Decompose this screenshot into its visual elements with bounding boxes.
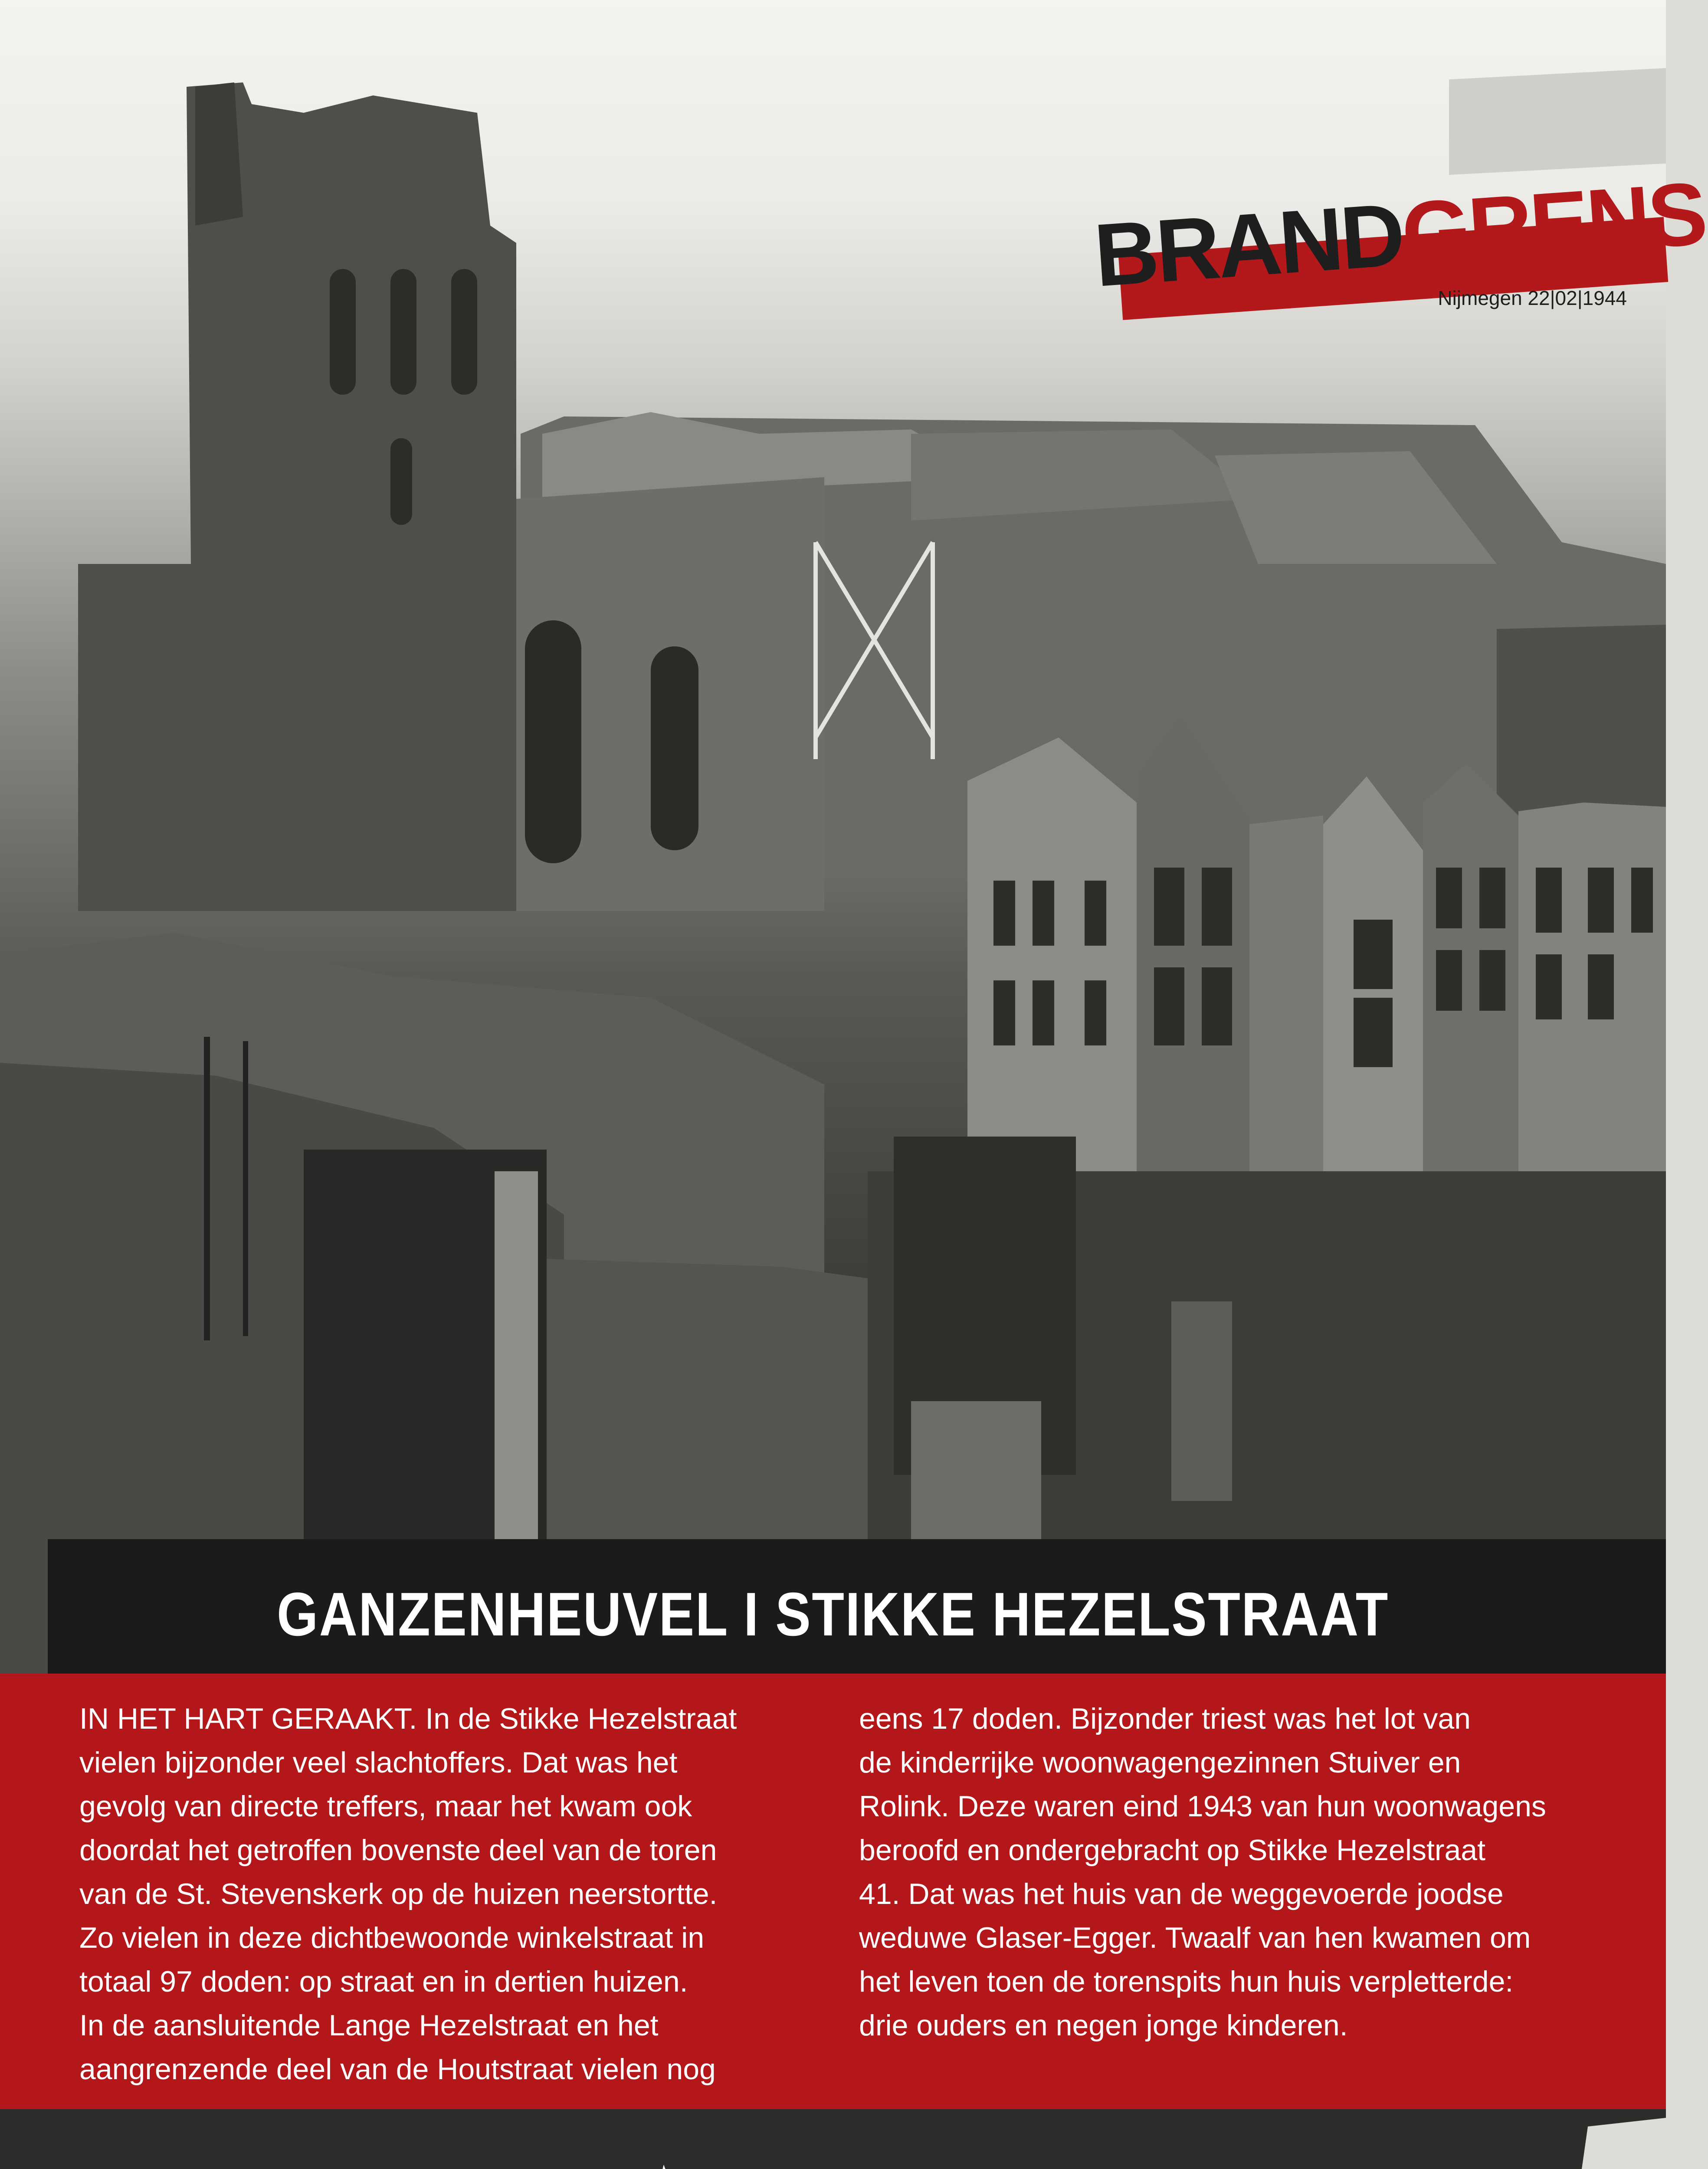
church-window xyxy=(651,646,698,850)
page-title: GANZENHEUVEL I STIKKE HEZELSTRAAT xyxy=(277,1580,1389,1649)
body-line: van de St. Stevenskerk op de huizen neerstortte. xyxy=(79,1877,718,1910)
tower-window xyxy=(390,269,416,395)
body-line: drie ouders en negen jonge kinderen. xyxy=(859,2009,1348,2042)
body-line: beroofd en ondergebracht op Stikke Hezelstraat xyxy=(859,1834,1486,1867)
body-line: totaal 97 doden: op straat en in dertien huizen. xyxy=(79,1965,688,1998)
body-line: In de aansluitende Lange Hezelstraat en het xyxy=(79,2009,659,2042)
body-line: aangrenzende deel van de Houtstraat vielen nog xyxy=(79,2053,716,2086)
body-line: 41. Dat was het huis van de weggevoerde joodse xyxy=(859,1877,1504,1910)
ruined-wall-edge xyxy=(495,1171,538,1540)
brandgrens-logo xyxy=(1085,74,1708,343)
ruined-wall xyxy=(1171,1301,1232,1501)
logo-date: Nijmegen 22|02|1944 xyxy=(1438,287,1627,309)
body-line: IN HET HART GERAAKT. In de Stikke Hezelstraat xyxy=(79,1702,737,1735)
tower-window xyxy=(390,438,412,525)
body-line: doordat het getroffen bovenste deel van de toren xyxy=(79,1834,717,1867)
body-line: vielen bijzonder veel slachtoffers. Dat was het xyxy=(79,1746,678,1779)
church-tower xyxy=(78,82,516,911)
tower-window xyxy=(330,269,356,395)
torn-edge-right xyxy=(1544,2118,1666,2169)
roof-tiles xyxy=(1497,625,1666,824)
body-line: de kinderrijke woonwagengezinnen Stuiver en xyxy=(859,1746,1461,1779)
body-line: Zo vielen in deze dichtbewoonde winkelstraat in xyxy=(79,1921,705,1954)
brandgrens-024-logo[interactable] xyxy=(633,2162,694,2169)
body-line: Rolink. Deze waren eind 1943 van hun woonwagens xyxy=(859,1790,1546,1823)
pole xyxy=(204,1037,210,1340)
body-column-right xyxy=(859,1697,1605,2048)
body-line: het leven toen de torenspits hun huis verpletterde: xyxy=(859,1965,1514,1998)
tower-window xyxy=(451,269,477,395)
logo-gray-stripe xyxy=(1449,68,1666,175)
pole xyxy=(243,1041,248,1336)
body-line: weduwe Glaser-Egger. Twaalf van hen kwamen om xyxy=(859,1921,1531,1954)
torn-edge-decoration xyxy=(0,2109,1666,2169)
flame-icon xyxy=(633,2162,694,2169)
body-column-left xyxy=(79,1697,826,2091)
logo-word-grens: GRENS xyxy=(1398,164,1708,284)
footer xyxy=(0,2109,1666,2169)
church-window xyxy=(525,620,581,863)
logo-word-brand: BRAND xyxy=(1091,184,1406,305)
ruined-facade xyxy=(911,1401,1041,1540)
body-line: gevolg van directe treffers, maar het kwam ook xyxy=(79,1790,692,1823)
body-line: eens 17 doden. Bijzonder triest was het lot van xyxy=(859,1702,1471,1735)
